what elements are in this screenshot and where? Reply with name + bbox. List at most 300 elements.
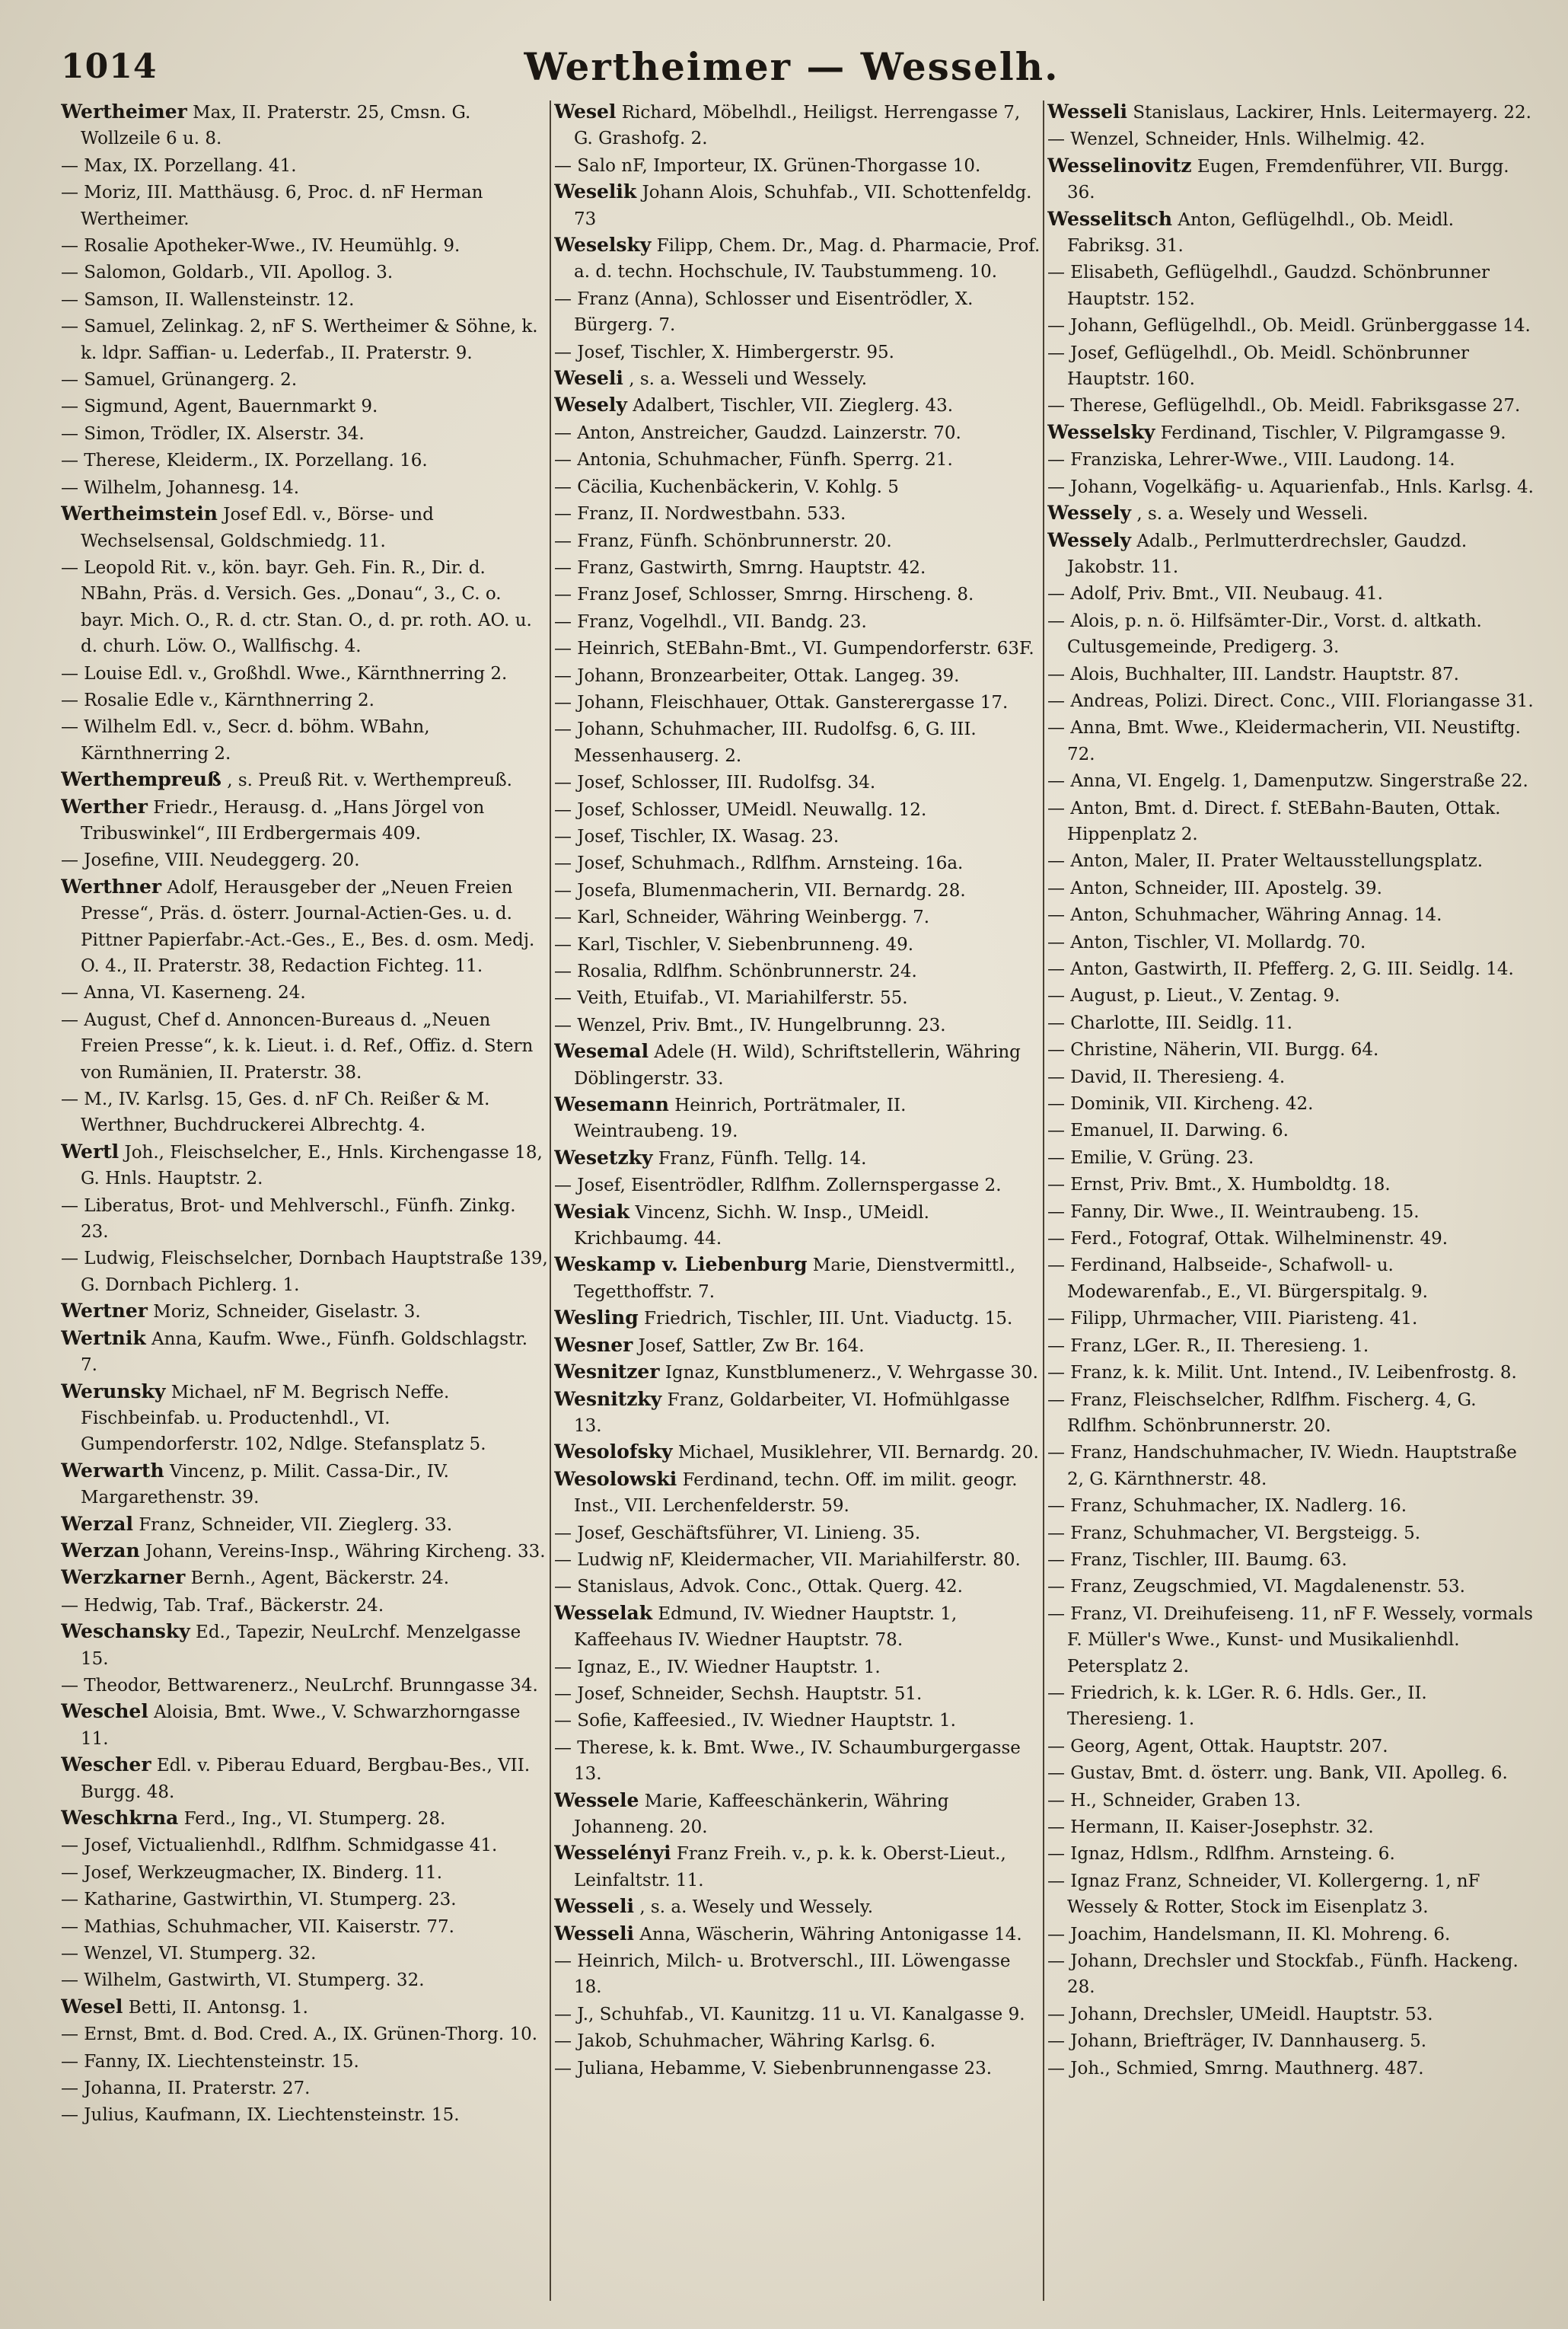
entry-text: — Cäcilia, Kuchenbäckerin, V. Kohlg. 5 (554, 477, 899, 497)
entry-surname: Wesetzky (554, 1146, 653, 1169)
entry-text: Aloisia, Bmt. Wwe., V. Schwarzhorngasse 11. (81, 1702, 521, 1749)
entry-surname: Wesolofsky (554, 1440, 673, 1463)
entry-surname: Wesel (554, 100, 617, 123)
entry-surname: Wesselinovitz (1047, 154, 1192, 177)
directory-entry (61, 474, 548, 501)
directory-entry (1047, 1359, 1535, 1386)
entry-text: — Ernst, Bmt. d. Bod. Cred. A., IX. Grünen-Thorg. 10. (61, 2024, 538, 2045)
entry-text: — Johann, Drechsler, UMeidl. Hauptstr. 53. (1047, 2004, 1433, 2024)
entry-surname: Weschansky (61, 1620, 190, 1643)
directory-entry (554, 931, 1041, 958)
entry-surname: Wertheimer (61, 100, 187, 123)
entry-text: — Ludwig, Fleischselcher, Dornbach Hauptstraße 139, G. Dornbach Pichlerg. 1. (61, 1249, 548, 1295)
directory-entry (554, 1600, 1041, 1654)
entry-surname: Wertheimstein (61, 502, 218, 525)
entry-text: — J., Schuhfab., VI. Kaunitzg. 11 u. VI. Kanalgasse 9. (554, 2004, 1025, 2024)
entry-text: — Josef, Werkzeugmacher, IX. Binderg. 11. (61, 1862, 443, 1883)
entry-text: — Wenzel, VI. Stumperg. 32. (61, 1944, 317, 1964)
directory-entry (61, 501, 548, 554)
entry-text: — Josef, Tischler, X. Himbergerstr. 95. (554, 342, 894, 362)
entry-text: — Charlotte, III. Seidlg. 11. (1047, 1013, 1292, 1033)
directory-entry (61, 1245, 548, 1298)
entry-text: — Max, IX. Porzellang. 41. (61, 155, 297, 176)
entry-surname: Weskamp v. Liebenburg (554, 1253, 808, 1276)
directory-entry (554, 850, 1041, 876)
entry-text: — Alois, p. n. ö. Hilfsämter-Dir., Vorst. d. altkath. Cultusgemeinde, Predigerg. 3. (1047, 611, 1482, 658)
entry-text: — Heinrich, Milch- u. Brotverschl., III. Löwengasse 18. (554, 1951, 1011, 1998)
entry-text: — Wilhelm Edl. v., Secr. d. böhm. WBahn, Kärnthnerring 2. (61, 717, 430, 764)
directory-entry (554, 446, 1041, 473)
entry-text: — Franz, Fünfh. Schönbrunnerstr. 20. (554, 531, 892, 551)
directory-entry (1047, 1252, 1535, 1305)
directory-entry (61, 713, 548, 767)
directory-entry (61, 687, 548, 713)
directory-entry (1047, 847, 1535, 874)
directory-entry (61, 1805, 548, 1832)
entry-text: — Josefine, VIII. Neudeggerg. 20. (61, 850, 360, 871)
entry-text: — Julius, Kaufmann, IX. Liechtensteinstr. 15. (61, 2105, 460, 2126)
entry-text: — Johann, Briefträger, IV. Dannhauserg. 5. (1047, 2031, 1427, 2052)
entry-text: — Ferd., Fotograf, Ottak. Wilhelminenstr. 49. (1047, 1229, 1448, 1249)
entry-surname: Werthner (61, 875, 162, 898)
entry-text: — Anton, Schuhmacher, Währing Annag. 14. (1047, 905, 1442, 926)
directory-entry (61, 1538, 548, 1565)
entry-text: — Hedwig, Tab. Traf., Bäckerstr. 24. (61, 1595, 384, 1616)
page-header (61, 44, 1522, 97)
directory-entry (554, 1680, 1041, 1707)
directory-entry (1047, 1546, 1535, 1573)
entry-text: — Jakob, Schuhmacher, Währing Karlsg. 6. (554, 2031, 936, 2052)
entry-text: — Wilhelm, Johannesg. 14. (61, 477, 300, 498)
entry-text: — Johann, Geflügelhdl., Ob. Meidl. Grünberggasse 14. (1047, 316, 1531, 337)
directory-entry (61, 447, 548, 474)
entry-surname: Wesolowski (554, 1467, 677, 1490)
entry-text: — Louise Edl. v., Großhdl. Wwe., Kärnthnerring 2. (61, 663, 508, 684)
entry-text: — Sofie, Kaffeesied., IV. Wiedner Hauptstr. 1. (554, 1711, 956, 1731)
entry-text: Adolf, Herausgeber der „Neuen Freien Presse“, Präs. d. österr. Journal-Actien-Ges. u. d. Pittner Papierfabr.-Act.-Ges., E., Bes. d. osm. Medj. O. 4., II. Praterstr. 38, Redaction Fichteg. 11. (81, 877, 535, 976)
directory-entry (61, 1886, 548, 1913)
directory-entry (61, 286, 548, 313)
entry-surname: Weselsky (554, 234, 652, 257)
entry-text: — Josef, Victualienhdl., Rdlfhm. Schmidgasse 41. (61, 1836, 498, 1856)
entry-text: — Hermann, II. Kaiser-Josephstr. 32. (1047, 1817, 1374, 1837)
entry-text: — Salo nF, Importeur, IX. Grünen-Thorgasse 10. (554, 155, 981, 176)
directory-entry (554, 716, 1041, 769)
directory-entry (61, 313, 548, 366)
column-3 (1047, 99, 1535, 2307)
directory-entry (61, 1752, 548, 1805)
directory-entry (61, 1458, 548, 1511)
entry-text: — Ignaz Franz, Schneider, VI. Kollergerng. 1, nF Wessely & Rotter, Stock im Eisenplatz 3. (1047, 1871, 1480, 1918)
directory-entry (554, 1359, 1041, 1386)
entry-text: — Salomon, Goldarb., VII. Apollog. 3. (61, 263, 394, 283)
directory-entry (61, 1326, 548, 1379)
entry-text: — Franz, Fleischselcher, Rdlfhm. Fischerg. 4, G. Rdlfhm. Schönbrunnerstr. 20. (1047, 1389, 1477, 1436)
directory-entry (554, 365, 1041, 392)
entry-text: Friedrich, Tischler, III. Unt. Viaductg. 15. (643, 1309, 1013, 1329)
entry-text: — Emilie, V. Grüng. 23. (1047, 1147, 1254, 1168)
entry-text: Max, II. Praterstr. 25, Cmsn. G. Wollzeile 6 u. 8. (81, 103, 471, 149)
entry-text: — Theodor, Bettwarenerz., NeuLrchf. Brunngasse 34. (61, 1675, 538, 1696)
directory-entry (554, 1734, 1041, 1788)
entry-text: — Anton, Maler, II. Prater Weltausstellungsplatz. (1047, 851, 1484, 872)
directory-entry (1047, 1814, 1535, 1840)
directory-entry (554, 1921, 1041, 1948)
entry-surname: Wesiak (554, 1200, 630, 1223)
entry-text: — Josef, Geschäftsführer, VI. Linieng. 35. (554, 1523, 921, 1543)
directory-entry (61, 179, 548, 232)
directory-entry (1047, 420, 1535, 446)
entry-text: Michael, Musiklehrer, VII. Bernardg. 20. (677, 1443, 1039, 1463)
entry-text: — Ferdinand, Halbseide-, Schafwoll- u. Modewarenfab., E., VI. Bürgerspitalg. 9. (1047, 1255, 1428, 1302)
entry-text: Anna, Wäscherin, Währing Antonigasse 14. (639, 1924, 1022, 1945)
entry-text: — August, Chef d. Annoncen-Bureaus d. „Neuen Freien Presse“, k. k. Lieut. i. d. Ref., Offiz. d. Stern von Rumänien, II. Praterstr. 38. (61, 1010, 534, 1083)
directory-entry (554, 608, 1041, 635)
entry-text: — Josef, Eisentrödler, Rdlfhm. Zollernspergasse 2. (554, 1176, 1002, 1196)
entry-text: — Therese, Kleiderm., IX. Porzellang. 16. (61, 451, 428, 471)
column-divider (1043, 100, 1044, 2301)
entry-text: — Fanny, Dir. Wwe., II. Weintraubeng. 15. (1047, 1201, 1420, 1222)
directory-entry (554, 1546, 1041, 1573)
directory-entry (554, 904, 1041, 930)
directory-entry (554, 1840, 1041, 1894)
directory-entry (554, 1894, 1041, 1920)
directory-entry (61, 1967, 548, 1993)
directory-entry (1047, 446, 1535, 473)
directory-entry (61, 1086, 548, 1139)
entry-text: — Johann, Vogelkäfig- u. Aquarienfab., Hnls. Karlsg. 4. (1047, 477, 1534, 497)
entry-text: — Franz, Zeugschmied, VI. Magdalenenstr. 53. (1047, 1577, 1465, 1597)
directory-entry (554, 232, 1041, 286)
entry-text: — Franz (Anna), Schlosser und Eisentrödler, X. Bürgerg. 7. (554, 289, 974, 336)
entry-text: — Anton, Gastwirth, II. Pfefferg. 2, G. III. Seidlg. 14. (1047, 959, 1514, 979)
directory-entry (1047, 1733, 1535, 1760)
entry-text: — Christine, Näherin, VII. Burgg. 64. (1047, 1040, 1379, 1061)
entry-text: Heinrich, Porträtmaler, II. Weintraubeng. 19. (574, 1096, 907, 1142)
entry-text: — Mathias, Schuhmacher, VII. Kaiserstr. 77. (61, 1916, 454, 1937)
entry-text: — Friedrich, k. k. LGer. R. 6. Hdls. Ger., II. Theresieng. 1. (1047, 1683, 1427, 1730)
entry-text: — Franz, Tischler, III. Baumg. 63. (1047, 1549, 1347, 1570)
directory-entry (1047, 901, 1535, 928)
directory-entry (554, 1573, 1041, 1600)
entry-text: — Ludwig nF, Kleidermacher, VII. Mariahilferstr. 80. (554, 1549, 1021, 1570)
directory-entry (1047, 1868, 1535, 1921)
entry-surname: Wessely (1047, 502, 1132, 525)
entry-text: — Anton, Anstreicher, Gaudzd. Lainzerstr. 70. (554, 423, 961, 443)
entry-text: — Samuel, Grünangerg. 2. (61, 370, 298, 391)
directory-entry (1047, 1144, 1535, 1171)
directory-entry (554, 392, 1041, 419)
entry-text: — Josef, Geflügelhdl., Ob. Meidl. Schönbrunner Hauptstr. 160. (1047, 343, 1470, 390)
directory-entry (61, 1192, 548, 1246)
directory-entry (1047, 126, 1535, 152)
directory-entry (61, 1592, 548, 1619)
directory-entry (554, 796, 1041, 823)
entry-surname: Weseli (554, 367, 623, 390)
entry-surname: Wessele (554, 1788, 639, 1811)
entry-text: — Franz, II. Nordwestbahn. 533. (554, 504, 846, 525)
entry-surname: Wesnitzer (554, 1361, 660, 1383)
directory-entry (554, 528, 1041, 554)
directory-entry (61, 1565, 548, 1591)
entry-surname: Wesel (61, 1995, 123, 2018)
entry-text: Johann Alois, Schuhfab., VII. Schottenfeldg. 73 (574, 183, 1032, 229)
entry-surname: Werzkarner (61, 1566, 186, 1589)
directory-entry (554, 420, 1041, 446)
directory-entry (1047, 1117, 1535, 1144)
entry-text: Stanislaus, Lackirer, Hnls. Leitermayerg. 22. (1133, 103, 1531, 123)
directory-entry (1047, 767, 1535, 794)
directory-entry (554, 1439, 1041, 1466)
directory-entry (61, 152, 548, 179)
directory-entry (61, 794, 548, 847)
column-1 (61, 99, 548, 2307)
entry-text: Josef Edl. v., Börse- und Wechselsensal, Goldschmiedg. 11. (81, 505, 434, 551)
directory-entry (61, 979, 548, 1006)
entry-text: Richard, Möbelhdl., Heiligst. Herrengasse 7, G. Grashofg. 2. (574, 103, 1021, 149)
entry-text: Filipp, Chem. Dr., Mag. d. Pharmacie, Prof. a. d. techn. Hochschule, IV. Taubstummeng. 10. (574, 236, 1041, 282)
entry-text: — Josef, Schuhmach., Rdlfhm. Arnsteing. 16a. (554, 853, 964, 874)
entry-surname: Werthempreuß (61, 768, 221, 791)
entry-text: Edmund, IV. Wiedner Hauptstr. 1, Kaffeehaus IV. Wiedner Hauptstr. 78. (574, 1603, 958, 1651)
directory-entry (1047, 929, 1535, 956)
entry-text: Ferd., Ing., VI. Stumperg. 28. (183, 1809, 446, 1829)
entry-text: — Anna, Bmt. Wwe., Kleidermacherin, VII. Neustiftg. 72. (1047, 718, 1521, 764)
directory-entry (61, 1913, 548, 1940)
directory-entry (61, 420, 548, 447)
entry-surname: Wertnik (61, 1326, 146, 1349)
directory-entry (1047, 1439, 1535, 1492)
entry-text: — Johann, Bronzearbeiter, Ottak. Langeg. 39. (554, 665, 960, 686)
entry-surname: Wesselsky (1047, 420, 1155, 443)
entry-text: — Franziska, Lehrer-Wwe., VIII. Laudong. 14. (1047, 450, 1455, 471)
directory-entry (61, 2101, 548, 2128)
directory-entry (1047, 392, 1535, 419)
entry-text: — Anna, VI. Engelg. 1, Damenputzw. Singerstraße 22. (1047, 771, 1528, 792)
entry-text: — H., Schneider, Graben 13. (1047, 1790, 1302, 1811)
directory-entry (61, 99, 548, 152)
entry-surname: Wescher (61, 1753, 151, 1776)
directory-entry (1047, 1036, 1535, 1063)
entry-surname: Wesemann (554, 1093, 669, 1116)
entry-text: — Franz, VI. Dreihufeiseng. 11, nF F. Wessely, vormals F. Müller's Wwe., Kunst- und Musikalienhdl. Petersplatz 2. (1047, 1603, 1533, 1677)
entry-text: — Juliana, Hebamme, V. Siebenbrunnengasse 23. (554, 2058, 993, 2079)
entry-text: — Franz, LGer. R., II. Theresieng. 1. (1047, 1335, 1369, 1356)
directory-entry (554, 286, 1041, 339)
directory-entry (1047, 1386, 1535, 1440)
entry-surname: Wesseli (1047, 100, 1127, 123)
directory-entry (554, 1305, 1041, 1332)
entry-text: Joh., Fleischselcher, E., Hnls. Kirchengasse 18, G. Hnls. Hauptstr. 2. (81, 1142, 543, 1189)
entry-surname: Wesseli (554, 1895, 634, 1918)
directory-entry (554, 2028, 1041, 2054)
entry-text: — Veith, Etuifab., VI. Mariahilferstr. 55. (554, 988, 908, 1009)
directory-entry (1047, 340, 1535, 393)
directory-entry (1047, 688, 1535, 714)
entry-text: — Franz, Schuhmacher, IX. Nadlerg. 16. (1047, 1496, 1407, 1517)
entry-surname: Werzal (61, 1512, 134, 1535)
directory-entry (1047, 206, 1535, 260)
entry-text: — Katharine, Gastwirthin, VI. Stumperg. 23. (61, 1890, 457, 1910)
directory-entry (554, 689, 1041, 716)
entry-text: — Anton, Tischler, VI. Mollardg. 70. (1047, 932, 1366, 952)
entry-text: — Andreas, Polizi. Direct. Conc., VIII. Floriangasse 31. (1047, 691, 1534, 711)
entry-text: Vincenz, p. Milit. Cassa-Dir., IV. Margarethenstr. 39. (81, 1461, 449, 1508)
entry-text: — Adolf, Priv. Bmt., VII. Neubaug. 41. (1047, 584, 1383, 605)
entry-surname: Wertner (61, 1300, 148, 1322)
directory-entry (1047, 528, 1535, 581)
entry-text: — David, II. Theresieng. 4. (1047, 1067, 1286, 1087)
entry-text: — Joh., Schmied, Smrng. Mauthnerg. 487. (1047, 2058, 1424, 2079)
directory-entry (1047, 2028, 1535, 2054)
entry-text: Franz, Schneider, VII. Zieglerg. 33. (139, 1514, 453, 1535)
directory-entry (61, 1298, 548, 1325)
entry-text: — Samson, II. Wallensteinstr. 12. (61, 289, 355, 310)
entry-text: , s. Preuß Rit. v. Werthempreuß. (227, 770, 512, 791)
entry-surname: Wesselak (554, 1601, 653, 1624)
entry-surname: Weschel (61, 1700, 148, 1723)
entry-surname: Weselik (554, 180, 637, 203)
entry-text: — Therese, k. k. Bmt. Wwe., IV. Schaumburgergasse 13. (554, 1737, 1021, 1785)
directory-entry (1047, 1573, 1535, 1600)
directory-entry (554, 1466, 1041, 1520)
directory-entry (554, 1386, 1041, 1440)
directory-entry (1047, 608, 1535, 661)
entry-text: , s. a. Wesseli und Wessely. (629, 369, 868, 390)
column-divider (550, 100, 551, 2301)
entry-text: — Liberatus, Brot- und Mehlverschl., Fünfh. Zinkg. 23. (61, 1195, 516, 1243)
running-title: Wertheimer — Wesselh. (524, 44, 1060, 89)
directory-entry (554, 1707, 1041, 1734)
entry-text: — Georg, Agent, Ottak. Hauptstr. 207. (1047, 1736, 1388, 1756)
directory-entry (1047, 1332, 1535, 1359)
entry-text: — Josef, Schlosser, III. Rudolfsg. 34. (554, 773, 876, 793)
entry-text: Ferdinand, Tischler, V. Pilgramgasse 9. (1160, 423, 1506, 443)
entry-text: — Wenzel, Priv. Bmt., IV. Hungelbrunng. 23. (554, 1015, 946, 1035)
entry-surname: Werwarth (61, 1459, 164, 1482)
entry-text: Ignaz, Kunstblumenerz., V. Wehrgasse 30. (664, 1363, 1038, 1383)
directory-entry (554, 662, 1041, 689)
directory-entry (1047, 474, 1535, 500)
entry-text: — Josef, Schneider, Sechsh. Hauptstr. 51. (554, 1683, 923, 1704)
directory-entry (1047, 1198, 1535, 1225)
directory-entry (1047, 1090, 1535, 1117)
entry-text: — Alois, Buchhalter, III. Landstr. Hauptstr. 87. (1047, 664, 1459, 684)
directory-entry (1047, 875, 1535, 901)
entry-text: — Elisabeth, Geflügelhdl., Gaudzd. Schönbrunner Hauptstr. 152. (1047, 263, 1490, 309)
directory-entry (1047, 1225, 1535, 1252)
entry-surname: Wessely (1047, 528, 1132, 551)
page-number: 1014 (61, 47, 158, 86)
entry-text: — Wenzel, Schneider, Hnls. Wilhelmig. 42. (1047, 129, 1426, 150)
directory-entry (61, 2021, 548, 2047)
entry-text: — Franz, Vogelhdl., VII. Bandg. 23. (554, 611, 867, 632)
directory-entry (554, 984, 1041, 1011)
directory-entry (61, 1379, 548, 1458)
directory-entry (1047, 2001, 1535, 2028)
entry-text: — Heinrich, StEBahn-Bmt., VI. Gumpendorferstr. 63F. (554, 639, 1034, 659)
entry-text: Adele (H. Wild), Schriftstellerin, Währing Döblingerstr. 33. (574, 1042, 1021, 1089)
directory-entry (61, 660, 548, 687)
entry-text: , s. a. Wesely und Wessely. (639, 1897, 874, 1918)
directory-entry (1047, 1171, 1535, 1198)
entry-text: — Franz Josef, Schlosser, Smrng. Hirscheng. 8. (554, 585, 974, 605)
entry-text: — Josefa, Blumenmacherin, VII. Bernardg. 28. (554, 880, 966, 901)
entry-text: Anton, Geflügelhdl., Ob. Meidl. Fabriksg. 31. (1067, 209, 1455, 257)
directory-entry (61, 1511, 548, 1538)
directory-entry (554, 1145, 1041, 1172)
directory-entry (61, 1619, 548, 1672)
directory-entry (1047, 1840, 1535, 1867)
entry-text: Friedr., Herausg. d. „Hans Jörgel von Tribuswinkel“, III Erdbergermais 409. (81, 797, 485, 844)
entry-text: — August, p. Lieut., V. Zentag. 9. (1047, 986, 1340, 1007)
directory-entry (1047, 1921, 1535, 1948)
entry-text: Anna, Kaufm. Wwe., Fünfh. Goldschlagstr. 7. (81, 1329, 528, 1376)
entry-text: — Johann, Fleischhauer, Ottak. Gansterergasse 17. (554, 692, 1009, 713)
directory-entry (554, 1199, 1041, 1252)
directory-entry (554, 1038, 1041, 1092)
directory-entry (554, 474, 1041, 500)
entry-text: Franz, Fünfh. Tellg. 14. (658, 1148, 867, 1169)
directory-entry (1047, 259, 1535, 312)
directory-entry (554, 339, 1041, 365)
entry-surname: Weschkrna (61, 1807, 179, 1829)
directory-entry (1047, 1064, 1535, 1090)
entry-text: — Franz, Handschuhmacher, IV. Wiedn. Hauptstraße 2, G. Kärnthnerstr. 48. (1047, 1443, 1517, 1489)
directory-entry (554, 823, 1041, 850)
directory-entry (554, 1654, 1041, 1680)
directory-entry (554, 769, 1041, 796)
directory-entry (61, 259, 548, 286)
directory-entry (1047, 99, 1535, 126)
entry-surname: Wesling (554, 1306, 639, 1329)
columns (61, 99, 1534, 2307)
entry-text: Ferdinand, techn. Off. im milit. geogr. Inst., VII. Lerchenfelderstr. 59. (574, 1469, 1018, 1517)
entry-text: Franz, Goldarbeiter, VI. Hofmühlgasse 13. (574, 1389, 1010, 1436)
entry-text: — Johann, Schuhmacher, III. Rudolfsg. 6, G. III. Messenhauserg. 2. (554, 719, 977, 766)
entry-text: Ed., Tapezir, NeuLrchf. Menzelgasse 15. (81, 1622, 521, 1669)
entry-text: — Ignaz, Hdlsm., Rdlfhm. Arnsteing. 6. (1047, 1844, 1395, 1865)
directory-entry (61, 1672, 548, 1699)
entry-text: Edl. v. Piberau Eduard, Bergbau-Bes., VII. Burgg. 48. (81, 1756, 531, 1802)
directory-entry (554, 2001, 1041, 2028)
entry-text: — Emanuel, II. Darwing. 6. (1047, 1121, 1289, 1141)
column-2 (554, 99, 1041, 2307)
entry-surname: Wesemal (554, 1040, 649, 1063)
entry-text: — Anton, Bmt. d. Direct. f. StEBahn-Bauten, Ottak. Hippenplatz 2. (1047, 798, 1501, 844)
entry-text: Eugen, Fremdenführer, VII. Burgg. 36. (1067, 156, 1509, 203)
entry-text: — Anna, VI. Kaserneng. 24. (61, 983, 306, 1003)
entry-text: Johann, Vereins-Insp., Währing Kircheng. 33. (145, 1541, 546, 1562)
entry-text: — Franz, Schuhmacher, VI. Bergsteigg. 5. (1047, 1523, 1421, 1543)
entry-text: Michael, nF M. Begrisch Neffe. Fischbeinfab. u. Productenhdl., VI. Gumpendorferstr. 102, Ndlge. Stefansplatz 5. (81, 1382, 486, 1455)
entry-surname: Wesseli (554, 1922, 634, 1945)
directory-entry (1047, 661, 1535, 688)
entry-text: Adalbert, Tischler, VII. Zieglerg. 43. (633, 396, 954, 416)
directory-entry (1047, 1520, 1535, 1546)
entry-text: — Wilhelm, Gastwirth, VI. Stumperg. 32. (61, 1970, 425, 1991)
directory-entry (1047, 500, 1535, 527)
entry-text: Bernh., Agent, Bäckerstr. 24. (190, 1568, 450, 1589)
entry-text: — Karl, Tischler, V. Siebenbrunneng. 49. (554, 934, 914, 955)
entry-surname: Wertl (61, 1140, 120, 1163)
directory-entry (1047, 1787, 1535, 1814)
entry-text: — M., IV. Karlsg. 15, Ges. d. nF Ch. Reißer & M. Werthner, Buchdruckerei Albrechtg. 4. (61, 1090, 490, 1136)
entry-text: — Rosalia, Rdlfhm. Schönbrunnerstr. 24. (554, 962, 917, 981)
directory-entry (554, 1252, 1041, 1305)
entry-text: — Rosalie Apotheker-Wwe., IV. Heumühlg. 9. (61, 236, 461, 257)
directory-entry (61, 1832, 548, 1858)
